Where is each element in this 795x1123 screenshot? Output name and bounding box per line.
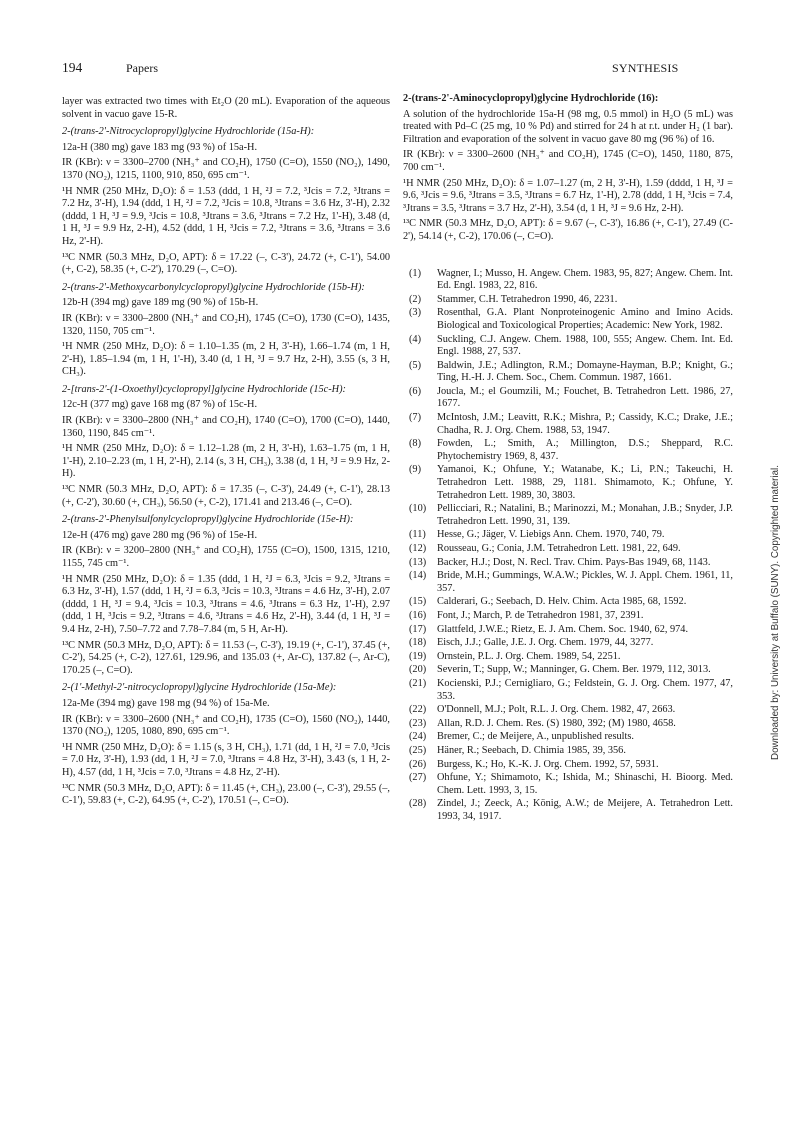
reference-number: (18) xyxy=(409,637,427,649)
paragraph: IR (KBr): ν = 3200–2800 (NH₃⁺ and CO₂H), 1755 (C=O), 1500, 1315, 1210, 1155, 745 cm⁻¹. xyxy=(62,545,390,569)
reference-number: (11) xyxy=(409,529,426,541)
reference-text: Allan, R.D. J. Chem. Res. (S) 1980, 392; (M) 1980, 4658. xyxy=(437,717,676,729)
reference-text: Hesse, G.; Jäger, V. Liebigs Ann. Chem. 1970, 740, 79. xyxy=(437,529,665,541)
reference-text: Kocienski, P.J.; Cernigliaro, G.; Feldstein, G. J. Org. Chem. 1977, 47, 353. xyxy=(437,677,733,702)
journal-name: SYNTHESIS xyxy=(612,61,679,75)
reference-text: Joucla, M.; el Goumzili, M.; Fouchet, B. Tetrahedron Lett. 1986, 27, 1677. xyxy=(437,385,733,410)
reference-item xyxy=(403,529,733,542)
reference-number: (25) xyxy=(409,744,427,756)
reference-item xyxy=(403,360,733,385)
paragraph: 12a-H (380 mg) gave 183 mg (93 %) of 15a-H. xyxy=(62,141,258,153)
paragraph: IR (KBr): ν = 3300–2600 (NH₃⁺ and CO₂H), 1735 (C=O), 1560 (NO₂), 1440, 1370 (NO₂), 1205, 1080, 890, 695 cm⁻¹. xyxy=(62,713,390,738)
reference-item xyxy=(403,624,733,637)
reference-number: (6) xyxy=(409,385,422,397)
paragraph: IR (KBr): ν = 3300–2800 (NH₃⁺ and CO₂H), 1740 (C=O), 1700 (C=O), 1440, 1360, 1190, 845 cm⁻¹. xyxy=(62,415,390,439)
paragraph: layer was extracted two times with Et₂O (20 mL). Evaporation of the aqueous solvent in vacuo gave 15-R. xyxy=(62,96,390,120)
reference-item xyxy=(403,307,733,332)
paragraph: 12e-H (476 mg) gave 280 mg (96 %) of 15e-H. xyxy=(62,529,258,541)
reference-text: Suckling, C.J. Angew. Chem. 1988, 100, 555; Angew. Chem. Int. Ed. Engl. 1988, 27, 537. xyxy=(437,333,733,358)
reference-item xyxy=(403,704,733,717)
paragraph: ¹H NMR (250 MHz, D₂O): δ = 1.15 (s, 3 H, CH₃), 1.71 (dd, 1 H, ²J = 7.0, ³Jcis = 7.0 Hz, 3'-H), 1.93 (dd, 1 H, ²J = 7.0, ³Jtrans = 4.8 Hz, 3'-H), 3.43 (s, 1 H, 2-H), 4.57 (dd, 1 H, ³Jcis = 7.0, ³Jtrans = 4.8 Hz, 2'-H). xyxy=(62,741,390,778)
reference-item xyxy=(403,557,733,570)
reference-text: McIntosh, J.M.; Leavitt, R.K.; Mishra, P.; Cassidy, K.C.; Drake, J.E.; Chadha, R. J. Org. Chem. 1988, 53, 1947. xyxy=(437,412,733,436)
reference-text: Ornstein, P.L. J. Org. Chem. 1989, 54, 2251. xyxy=(437,650,621,662)
download-notice-text: Downloaded by: University at Buffalo (SUNY). Copyrighted material. xyxy=(770,465,781,760)
paragraph: IR (KBr): ν = 3300–2600 (NH₃⁺ and CO₂H), 1745 (C=O), 1450, 1180, 875, 700 cm⁻¹. xyxy=(403,149,733,173)
page-number: 194 xyxy=(62,60,83,75)
reference-item xyxy=(403,503,733,528)
reference-item xyxy=(403,464,733,502)
compound-heading: 2-(1'-Methyl-2'-nitrocyclopropyl)glycine Hydrochloride (15a-Me): xyxy=(62,682,337,694)
reference-number: (1) xyxy=(409,267,422,279)
reference-text: O'Donnell, M.J.; Polt, R.L. J. Org. Chem. 1982, 47, 2663. xyxy=(437,704,676,716)
paragraph: ¹³C NMR (50.3 MHz, D₂O, APT): δ = 11.53 (–, C-3'), 19.19 (+, C-1'), 37.45 (+, C-2'), 54.25 (+, C-2), 127.61, 129.96, and 135.03 (+, Ar-C), 137.82 (–, Ar-C), 170.25 (–, C=O). xyxy=(62,639,390,676)
paragraph: ¹³C NMR (50.3 MHz, D₂O, APT): δ = 17.22 (–, C-3'), 24.72 (+, C-1'), 54.00 (+, C-2), 58.35 (+, C-2'), 170.29 (–, C=O). xyxy=(62,251,390,276)
reference-number: (14) xyxy=(409,570,427,582)
reference-number: (7) xyxy=(409,412,422,424)
reference-text: Bride, M.H.; Gummings, W.A.W.; Pickles, W. J. Appl. Chem. 1961, 11, 357. xyxy=(437,570,733,594)
reference-number: (27) xyxy=(409,772,427,784)
reference-text: Backer, H.J.; Dost, N. Recl. Trav. Chim. Pays-Bas 1949, 68, 1143. xyxy=(437,556,711,568)
reference-text: Eisch, J.J.; Galle, J.E. J. Org. Chem. 1979, 44, 3277. xyxy=(437,637,654,649)
reference-item xyxy=(403,294,733,307)
reference-item xyxy=(403,651,733,664)
reference-text: Häner, R.; Seebach, D. Chimia 1985, 39, 356. xyxy=(437,744,626,756)
reference-item xyxy=(403,759,733,772)
reference-number: (4) xyxy=(409,333,422,345)
paragraph: ¹³C NMR (50.3 MHz, D₂O, APT): δ = 9.67 (–, C-3'), 16.86 (+, C-1'), 27.49 (C-2'), 54.14 (+, C-2), 170.06 (–, C=O). xyxy=(403,218,733,242)
paragraph: IR (KBr): ν = 3300–2700 (NH₃⁺ and CO₂H), 1750 (C=O), 1550 (NO₂), 1490, 1370 (NO₂), 1215, 1100, 910, 850, 695 cm⁻¹. xyxy=(62,157,390,181)
paragraph: ¹H NMR (250 MHz, D₂O): δ = 1.53 (ddd, 1 H, ²J = 7.2, ³Jcis = 7.2, ³Jtrans = 7.2 Hz, 3'-H), 1.94 (ddd, 1 H, ²J = 7.2, ³Jcis = 10.8, ³Jtrans = 3.6 Hz, 3'-H), 2.32 (dddd, 1 H, ³J = 9.9, ³Jcis = 10.8, ³Jtrans = 3.6, ³Jtrans = 7.2 Hz, 1'-H), 3.48 (d, 1 H, ³J = 9.9 Hz, 2-H), 4.52 (ddd, 1 H, ³Jcis = 7.2, ³Jtrans = 3.6, ³Jtrans = 3.6 Hz, 2'-H). xyxy=(62,185,390,247)
reference-text: Baldwin, J.E.; Adlington, R.M.; Domayne-Hayman, B.P.; Knight, G.; Ting, H.-H. J. Chem. Soc., Chem. Commun. 1987, 1661. xyxy=(437,359,733,384)
reference-item xyxy=(403,268,733,293)
paragraph: 12a-Me (394 mg) gave 198 mg (94 %) of 15a-Me. xyxy=(62,697,270,709)
reference-text: Burgess, K.; Ho, K.-K. J. Org. Chem. 1992, 57, 5931. xyxy=(437,758,659,770)
reference-number: (20) xyxy=(409,664,427,676)
reference-number: (13) xyxy=(409,556,427,568)
reference-item xyxy=(403,334,733,359)
compound-heading: 2-[trans-2'-(1-Oxoethyl)cyclopropyl]glycine Hydrochloride (15c-H): xyxy=(62,383,346,395)
paragraph: ¹³C NMR (50.3 MHz, D₂O, APT): δ = 17.35 (–, C-3'), 24.49 (+, C-1'), 28.13 (+, C-2'), 30.60 (+, CH₃), 56.50 (+, C-2), 171.41 and 213.46 (–, C=O). xyxy=(62,484,390,508)
reference-text: Wagner, I.; Musso, H. Angew. Chem. 1983, 95, 827; Angew. Chem. Int. Ed. Engl. 1983, 22, 816. xyxy=(437,267,734,292)
reference-text: Stammer, C.H. Tetrahedron 1990, 46, 2231. xyxy=(437,293,618,305)
compound-heading: 2-(trans-2'-Phenylsulfonylcyclopropyl)glycine Hydrochloride (15e-H): xyxy=(62,514,354,526)
reference-number: (8) xyxy=(409,438,422,450)
reference-item xyxy=(403,637,733,650)
reference-item xyxy=(403,745,733,758)
compound-heading: 2-(trans-2'-Nitrocyclopropyl)glycine Hydrochloride (15a-H): xyxy=(62,126,315,138)
paragraph: 12c-H (377 mg) gave 168 mg (87 %) of 15c-H. xyxy=(62,399,258,411)
reference-text: Rosenthal, G.A. Plant Nonproteinogenic Amino and Imino Acids. Biological and Toxicological Properties; Academic: New York, 1982. xyxy=(437,307,733,331)
compound-heading: 2-(trans-2'-Methoxycarbonylcyclopropyl)glycine Hydrochloride (15b-H): xyxy=(62,281,365,293)
reference-number: (26) xyxy=(409,758,427,770)
reference-item xyxy=(403,412,733,437)
paragraph: 12b-H (394 mg) gave 189 mg (90 %) of 15b-H. xyxy=(62,297,259,309)
reference-text: Bremer, C.; de Meijere, A., unpublished results. xyxy=(437,731,634,743)
right-column xyxy=(403,93,733,824)
left-column xyxy=(62,93,390,808)
section-label: Papers xyxy=(126,61,158,75)
reference-item xyxy=(403,772,733,797)
reference-item xyxy=(403,386,733,411)
reference-number: (23) xyxy=(409,717,427,729)
reference-number: (22) xyxy=(409,704,427,716)
reference-text: Font, J.; March, P. de Tetrahedron 1981, 37, 2391. xyxy=(437,609,644,621)
paragraph: ¹H NMR (250 MHz, D₂O): δ = 1.12–1.28 (m, 2 H, 3'-H), 1.63–1.75 (m, 1 H, 1'-H), 2.10–2.23 (m, 1 H, 2'-H), 2.14 (s, 3 H, CH₃), 3.38 (d, 1 H, ³J = 9.9 Hz, 2-H). xyxy=(62,443,390,480)
reference-item xyxy=(403,718,733,731)
reference-text: Severin, T.; Supp, W.; Manninger, G. Chem. Ber. 1979, 112, 3013. xyxy=(437,664,711,676)
paragraph: ¹H NMR (250 MHz, D₂O): δ = 1.35 (ddd, 1 H, ²J = 6.3, ³Jcis = 9.2, ³Jtrans = 6.3 Hz, 3'-H), 1.57 (ddd, 1 H, ²J = 6.3, ³Jcis = 10.3, ³Jtrans = 4.6 Hz, 3'-H), 2.07 (dddd, 1 H, ³J = 9.4, ³Jcis = 10.3, ³Jtrans = 4.6, ³Jtrans = 6.3 Hz, 1'-H), 2.97 (ddd, 1 H, ³Jcis = 9.2, ³Jtrans = 4.6, ³Jtrans = 4.6 Hz, 2'-H), 3.44 (d, 1 H, ³J = 9.4 Hz, 2-H), 7.50–7.72 and 7.78–7.84 (m, 5 H, Ar-H). xyxy=(62,573,390,635)
reference-item xyxy=(403,438,733,463)
paragraph: ¹³C NMR (50.3 MHz, D₂O, APT): δ = 11.45 (+, CH₃), 23.00 (–, C-3'), 29.55 (–, C-1'), 59.83 (+, C-2), 64.95 (+, C-2'), 170.51 (–, C=O). xyxy=(62,782,390,807)
reference-text: Glattfeld, J.W.E.; Rietz, E. J. Am. Chem. Soc. 1940, 62, 974. xyxy=(437,623,689,635)
reference-item xyxy=(403,570,733,595)
paragraph: A solution of the hydrochloride 15a-H (98 mg, 0.5 mmol) in H₂O (5 mL) was treated with Pd–C (25 mg, 10 % Pd) and stirred for 24 h at r.t. under H₂ (1 bar). Filtration and evaporation of the solvent in vacuo gave 80 mg (96 %) of 16. xyxy=(403,108,733,145)
reference-text: Fowden, L.; Smith, A.; Millington, D.S.; Sheppard, R.C. Phytochemistry 1969, 8, 437. xyxy=(437,438,733,462)
reference-item xyxy=(403,543,733,556)
reference-number: (9) xyxy=(409,464,422,476)
reference-item xyxy=(403,596,733,609)
paragraph: ¹H NMR (250 MHz, D₂O): δ = 1.07–1.27 (m, 2 H, 3'-H), 1.59 (dddd, 1 H, ³J = 9.6, ³Jcis = 9.6, ³Jtrans = 3.5, ³Jtrans = 6.7 Hz, 1'-H), 2.78 (ddd, 1 H, ³Jcis = 7.4, ³Jtrans = 3.5, ³Jtrans = 3.7 Hz, 2'-H), 3.54 (d, 1 H, ³J = 9.6 Hz, 2-H). xyxy=(403,177,733,214)
reference-number: (5) xyxy=(409,359,422,371)
reference-number: (15) xyxy=(409,596,427,608)
reference-number: (12) xyxy=(409,543,427,554)
reference-number: (16) xyxy=(409,609,427,621)
reference-text: Zindel, J.; Zeeck, A.; König, A.W.; de Meijere, A. Tetrahedron Lett. 1993, 34, 1917. xyxy=(437,798,733,822)
reference-text: Pellicciari, R.; Natalini, B.; Marinozzi, M.; Monahan, J.B.; Snyder, J.P. Tetrahedron Lett. 1990, 31, 139. xyxy=(437,503,733,527)
reference-number: (2) xyxy=(409,293,422,305)
reference-number: (17) xyxy=(409,623,427,635)
reference-number: (28) xyxy=(409,798,427,810)
reference-item xyxy=(403,678,733,703)
reference-number: (21) xyxy=(409,677,427,689)
reference-text: Rousseau, G.; Conia, J.M. Tetrahedron Lett. 1981, 22, 649. xyxy=(437,543,681,554)
reference-item xyxy=(403,731,733,744)
reference-text: Yamanoi, K.; Ohfune, Y.; Watanabe, K.; Li, P.N.; Takeuchi, H. Tetrahedron Lett. 1988, 29, 1181. Shimamoto, K.; Ohfune, Y. Tetrahedron Lett. 1989, 30, 3803. xyxy=(437,464,733,501)
references-list xyxy=(403,268,733,824)
reference-item xyxy=(403,798,733,823)
reference-text: Calderari, G.; Seebach, D. Helv. Chim. Acta 1985, 68, 1592. xyxy=(437,596,687,608)
reference-number: (24) xyxy=(409,731,427,743)
reference-item xyxy=(403,664,733,677)
paragraph: IR (KBr): ν = 3300–2800 (NH₃⁺ and CO₂H), 1745 (C=O), 1730 (C=O), 1435, 1320, 1150, 705 cm⁻¹. xyxy=(62,312,390,337)
download-notice xyxy=(758,340,781,760)
paragraph: ¹H NMR (250 MHz, D₂O): δ = 1.10–1.35 (m, 2 H, 3'-H), 1.66–1.74 (m, 1 H, 2'-H), 1.85–1.94 (m, 1 H, 1'-H), 3.40 (d, 1 H, ³J = 9.7 Hz, 2-H), 3.55 (s, 3 H, CH₃). xyxy=(62,341,390,378)
compound-heading: 2-(trans-2'-Aminocyclopropyl)glycine Hydrochloride (16): xyxy=(403,93,659,104)
reference-number: (3) xyxy=(409,307,422,319)
reference-number: (19) xyxy=(409,650,427,662)
right-experimental xyxy=(403,93,733,244)
reference-text: Ohfune, Y.; Shimamoto, K.; Ishida, M.; Shinaschi, H. Bioorg. Med. Chem. Lett. 1993, 3, 15. xyxy=(437,772,733,796)
reference-item xyxy=(403,610,733,623)
reference-number: (10) xyxy=(409,503,427,515)
